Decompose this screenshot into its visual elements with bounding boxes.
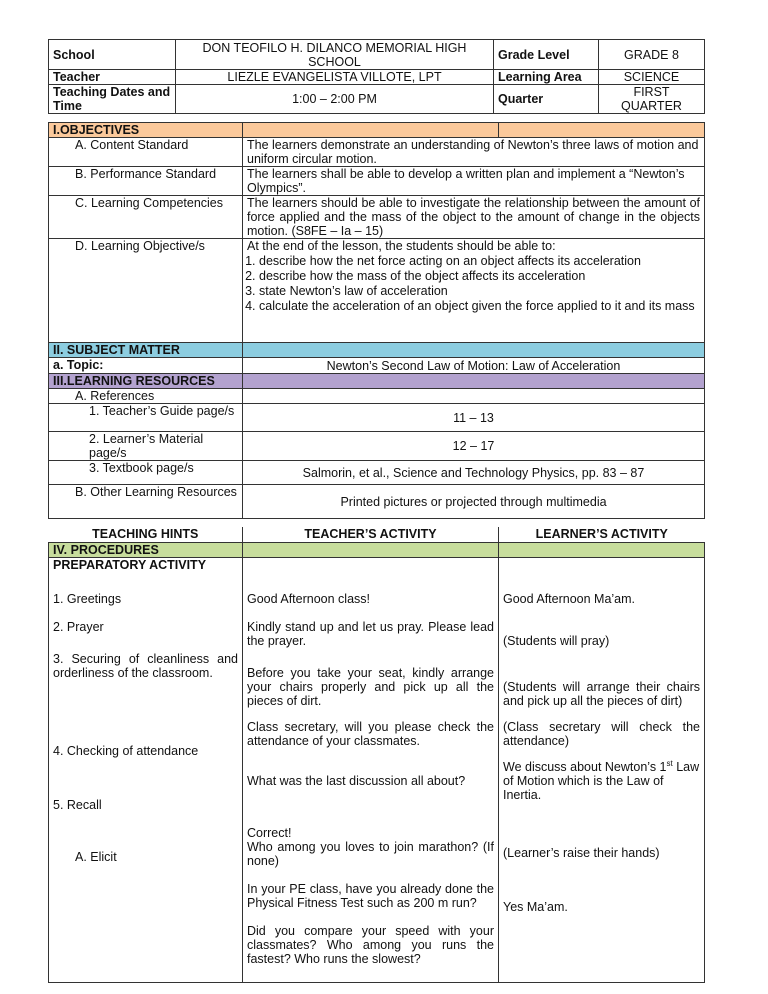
school-value: DON TEOFILO H. DILANCO MEMORIAL HIGH SCHOOL xyxy=(176,40,494,70)
learner-recall-superscript: st xyxy=(666,758,673,768)
hint-recall: 5. Recall xyxy=(53,798,102,812)
teacher-value: LIEZLE EVANGELISTA VILLOTE, LPT xyxy=(176,70,494,85)
hint-cleanliness: 3. Securing of cleanliness and orderliness of the classroom. xyxy=(53,652,238,680)
learner-recall-text: We discuss about Newton’s 1 xyxy=(503,760,667,774)
objective-item: 1. describe how the net force acting on an object affects its acceleration xyxy=(259,254,700,268)
learner-greetings: Good Afternoon Ma’am. xyxy=(503,592,636,606)
objective-item: 2. describe how the mass of the object affects its acceleration xyxy=(259,269,700,283)
learning-competencies-value: The learners should be able to investigate the relationship between the amount of force applied and the mass of the object to the amount of change in the objects motion. (S8FE – Ia – 15) xyxy=(243,196,705,239)
learners-material-value: 12 – 17 xyxy=(243,432,705,461)
content-standard-label: A. Content Standard xyxy=(49,138,243,167)
textbook-value: Salmorin, et al., Science and Technology Physics, pp. 83 – 87 xyxy=(243,461,705,485)
teacher-recall: What was the last discussion all about? xyxy=(247,774,466,788)
learner-activity-header: LEARNER’S ACTIVITY xyxy=(499,527,705,543)
teacher-attendance: Class secretary, will you please check the attendance of your classmates. xyxy=(247,720,494,748)
quarter-value: FIRST QUARTER xyxy=(599,85,705,114)
learners-material-label: 2. Learner’s Material page/s xyxy=(49,432,243,461)
teachers-guide-value: 11 – 13 xyxy=(243,404,705,432)
preparatory-activity-label: PREPARATORY ACTIVITY xyxy=(49,558,243,573)
learner-recall xyxy=(503,760,700,802)
objectives-intro: At the end of the lesson, the students should be able to: xyxy=(247,239,556,253)
teaching-hints-header: TEACHING HINTS xyxy=(49,527,243,543)
teacher-cleanliness: Before you take your seat, kindly arrange your chairs properly and pick up all the pieces of dirt. xyxy=(247,666,494,708)
learning-resources-heading: III.LEARNING RESOURCES xyxy=(49,374,243,389)
subject-matter-heading: II. SUBJECT MATTER xyxy=(49,343,243,358)
teacher-elicit-3: Did you compare your speed with your classmates? Who among you runs the fastest? Who runs the slowest? xyxy=(247,924,494,966)
grade-label: Grade Level xyxy=(494,40,599,70)
procedures-heading: IV. PROCEDURES xyxy=(49,543,243,558)
quarter-label: Quarter xyxy=(494,85,599,114)
other-resources-label: B. Other Learning Resources xyxy=(49,485,243,519)
school-label: School xyxy=(49,40,176,70)
learner-prayer: (Students will pray) xyxy=(503,634,610,648)
topic-label: a. Topic: xyxy=(49,358,243,374)
header-table xyxy=(48,39,705,114)
teacher-activity-column xyxy=(243,572,499,982)
teacher-prayer: Kindly stand up and let us pray. Please lead the prayer. xyxy=(247,620,494,648)
hint-attendance: 4. Checking of attendance xyxy=(53,744,199,758)
teacher-elicit-1: Who among you loves to join marathon? (If none) xyxy=(247,840,494,868)
teacher-correct: Correct! xyxy=(247,826,292,840)
dates-value: 1:00 – 2:00 PM xyxy=(176,85,494,114)
objectives-list xyxy=(247,254,700,313)
teacher-elicit-2: In your PE class, have you already done the Physical Fitness Test such as 200 m run? xyxy=(247,882,494,910)
learner-recall-text-end: Law of Motion which is the Law of Inertia. xyxy=(503,760,700,802)
teacher-greetings: Good Afternoon class! xyxy=(247,592,370,606)
textbook-label: 3. Textbook page/s xyxy=(49,461,243,485)
learner-elicit-2: Yes Ma’am. xyxy=(503,900,568,914)
area-label: Learning Area xyxy=(494,70,599,85)
objective-item: 4. calculate the acceleration of an object given the force applied to it and its mass xyxy=(259,299,700,313)
teaching-hints-column xyxy=(49,572,243,982)
hint-prayer: 2. Prayer xyxy=(53,620,104,634)
grade-value: GRADE 8 xyxy=(599,40,705,70)
teachers-guide-label: 1. Teacher’s Guide page/s xyxy=(49,404,243,432)
hint-elicit: A. Elicit xyxy=(75,850,117,864)
learner-attendance: (Class secretary will check the attendance) xyxy=(503,720,700,748)
learner-elicit-1: (Learner’s raise their hands) xyxy=(503,846,660,860)
dates-label: Teaching Dates and Time xyxy=(49,85,176,114)
lesson-plan-table xyxy=(48,122,705,983)
content-standard-value: The learners demonstrate an understanding of Newton’s three laws of motion and uniform circular motion. xyxy=(243,138,705,167)
teacher-activity-header: TEACHER’S ACTIVITY xyxy=(243,527,499,543)
area-value: SCIENCE xyxy=(599,70,705,85)
hint-greetings: 1. Greetings xyxy=(53,592,122,606)
learning-objectives-label: D. Learning Objective/s xyxy=(49,239,243,343)
objectives-heading: I.OBJECTIVES xyxy=(49,123,243,138)
performance-standard-label: B. Performance Standard xyxy=(49,167,243,196)
references-label: A. References xyxy=(49,389,243,404)
teacher-label: Teacher xyxy=(49,70,176,85)
learning-competencies-label: C. Learning Competencies xyxy=(49,196,243,239)
other-resources-value: Printed pictures or projected through multimedia xyxy=(243,485,705,519)
objective-item: 3. state Newton’s law of acceleration xyxy=(259,284,700,298)
performance-standard-value: The learners shall be able to develop a written plan and implement a “Newton’s Olympics”. xyxy=(243,167,705,196)
topic-value: Newton’s Second Law of Motion: Law of Acceleration xyxy=(243,358,705,374)
learner-cleanliness: (Students will arrange their chairs and pick up all the pieces of dirt) xyxy=(503,680,700,708)
learner-activity-column xyxy=(499,572,705,982)
learning-objectives-value xyxy=(243,239,705,343)
